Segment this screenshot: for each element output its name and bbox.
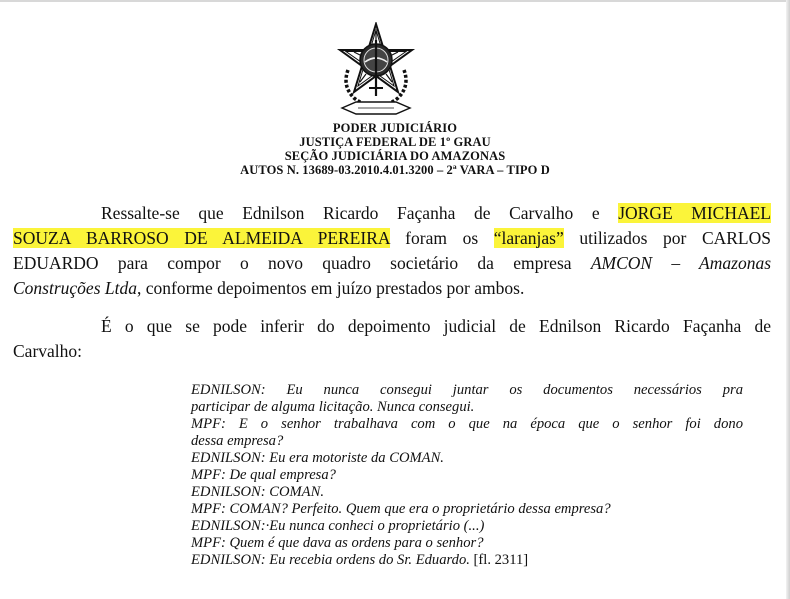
quote-line: MPF: COMAN? Perfeito. Quem que era o proprietário dessa empresa?: [191, 501, 611, 517]
header-line-3: SEÇÃO JUDICIÁRIA DO AMAZONAS: [284, 149, 506, 163]
company-name: AMCON – Amazonas: [590, 253, 771, 273]
quote-line: MPF: Quem é que dava as ordens para o senhor?: [191, 535, 484, 551]
quote-line: MPF: E o senhor trabalhava com o que na época que o senhor foi dono: [191, 416, 743, 432]
text-span: utilizados por CARLOS: [579, 228, 771, 248]
quote-line: dessa empresa?: [191, 433, 284, 449]
header-line-2: JUSTIÇA FEDERAL DE 1º GRAU: [299, 135, 491, 149]
highlighted-name: JORGE MICHAEL: [618, 203, 771, 223]
document-header: [0, 121, 790, 177]
header-line-1: PODER JUDICIÁRIO: [332, 121, 458, 135]
paragraph-2-line-2: Carvalho:: [13, 341, 83, 361]
paragraph-2-line-1: É o que se pode inferir do depoimento judicial de Ednilson Ricardo Façanha de: [101, 316, 771, 336]
quote-line: EDNILSON:·Eu nunca conheci o proprietário (...): [191, 518, 485, 534]
paragraph-1-line-4: [13, 276, 771, 301]
quote-line: participar de alguma licitação. Nunca consegui.: [191, 399, 475, 415]
page-right-edge: [786, 0, 790, 599]
text-span: EDUARDO para compor o novo quadro societário da empresa: [13, 253, 572, 273]
citation: [fl. 2311]: [473, 552, 529, 568]
paragraph-1-line-3: [13, 251, 771, 276]
page-top-edge: [0, 0, 790, 2]
highlighted-term: “laranjas”: [493, 228, 564, 248]
quote-text: EDNILSON: Eu recebia ordens do Sr. Eduardo.: [191, 552, 470, 568]
quote-line: EDNILSON: COMAN.: [191, 484, 324, 500]
quote-line: EDNILSON: Eu era motoriste da COMAN.: [191, 450, 444, 466]
coat-of-arms-icon: [336, 22, 416, 120]
company-name: Construções Ltda: [13, 278, 137, 298]
paragraph-1-line-2: [13, 226, 771, 251]
quote-line: MPF: De qual empresa?: [191, 467, 336, 483]
paragraph-2: [13, 314, 771, 364]
paragraph-1: [13, 201, 771, 301]
text-span: , conforme depoimentos em juízo prestados por ambos.: [136, 278, 525, 298]
quote-line: EDNILSON: Eu nunca consegui juntar os documentos necessários pra: [191, 382, 743, 398]
quote-line-last: [191, 552, 743, 569]
testimony-quote: [191, 382, 743, 569]
paragraph-1-line-1: [13, 201, 771, 226]
text-span: foram os: [405, 228, 479, 248]
text-span: Ressalte-se que Ednilson Ricardo Façanha de Carvalho e: [101, 203, 600, 223]
highlighted-name: SOUZA BARROSO DE ALMEIDA PEREIRA: [13, 228, 390, 248]
header-line-4: AUTOS N. 13689-03.2010.4.01.3200 – 2ª VARA – TIPO D: [240, 163, 550, 177]
